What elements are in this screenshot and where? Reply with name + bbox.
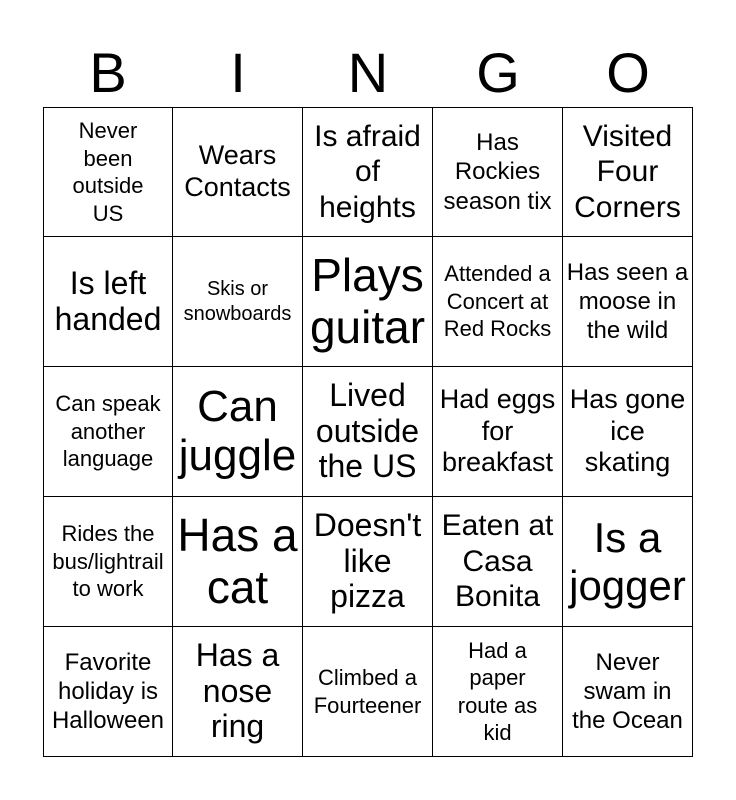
bingo-cell[interactable] [303,627,433,757]
cell-text: Has a nose ring [195,636,280,745]
bingo-cell[interactable] [173,367,303,497]
cell-text: Attended a Concert at Red Rocks [443,261,552,342]
cell-text: Climbed a Fourteener [313,665,422,718]
header-letter-b: B [89,41,127,104]
bingo-cell[interactable] [563,627,693,757]
bingo-cell[interactable] [173,237,303,367]
cell-text: Wears Contacts [184,140,291,202]
bingo-cell[interactable] [173,627,303,757]
bingo-cell[interactable] [43,237,173,367]
bingo-cell[interactable] [433,627,563,757]
cell-text: Lived outside the US [315,376,420,485]
bingo-cell[interactable] [43,367,173,497]
header-letter-i: I [230,41,246,104]
cell-text: Eaten at Casa Bonita [441,509,554,614]
bingo-cell[interactable] [303,497,433,627]
cell-text: Rides the bus/lightrail to work [52,521,164,602]
cell-text: Visited Four Corners [574,119,681,224]
bingo-cell[interactable] [433,107,563,237]
bingo-cell[interactable] [173,107,303,237]
header-letter-n: N [347,41,389,104]
bingo-cell[interactable] [43,627,173,757]
bingo-board [43,107,693,757]
cell-text: Had eggs for breakfast [439,383,556,478]
bingo-cell[interactable] [433,497,563,627]
cell-text: Is left handed [54,264,162,337]
bingo-cell[interactable] [303,367,433,497]
bingo-cell[interactable] [43,107,173,237]
bingo-cell[interactable] [303,107,433,237]
cell-text: Never been outside US [72,118,144,226]
cell-text: Can speak another language [55,391,161,472]
cell-text: Skis or snowboards [183,277,292,325]
bingo-cell[interactable] [563,107,693,237]
header-letter-g: G [476,41,520,104]
cell-text: Never swam in the Ocean [572,648,683,735]
cell-text: Favorite holiday is Halloween [51,648,165,735]
cell-text: Is afraid of heights [314,119,421,224]
bingo-header [43,40,693,106]
bingo-cell[interactable] [563,497,693,627]
bingo-cell[interactable] [563,367,693,497]
cell-text: Has a cat [177,508,298,613]
bingo-cell[interactable] [433,367,563,497]
header-letter-o: O [606,41,650,104]
cell-text: Is a jogger [569,514,686,609]
cell-text: Has seen a moose in the wild [566,258,689,345]
bingo-cell[interactable] [563,237,693,367]
bingo-cell[interactable] [303,237,433,367]
cell-text: Plays guitar [309,248,426,353]
bingo-cell[interactable] [43,497,173,627]
cell-text: Had a paper route as kid [457,637,538,745]
cell-text: Has Rockies season tix [443,129,552,215]
cell-text: Doesn't like pizza [313,506,422,615]
bingo-cell[interactable] [433,237,563,367]
cell-text: Can juggle [178,382,297,480]
bingo-cell[interactable] [173,497,303,627]
cell-text: Has gone ice skating [569,383,686,478]
